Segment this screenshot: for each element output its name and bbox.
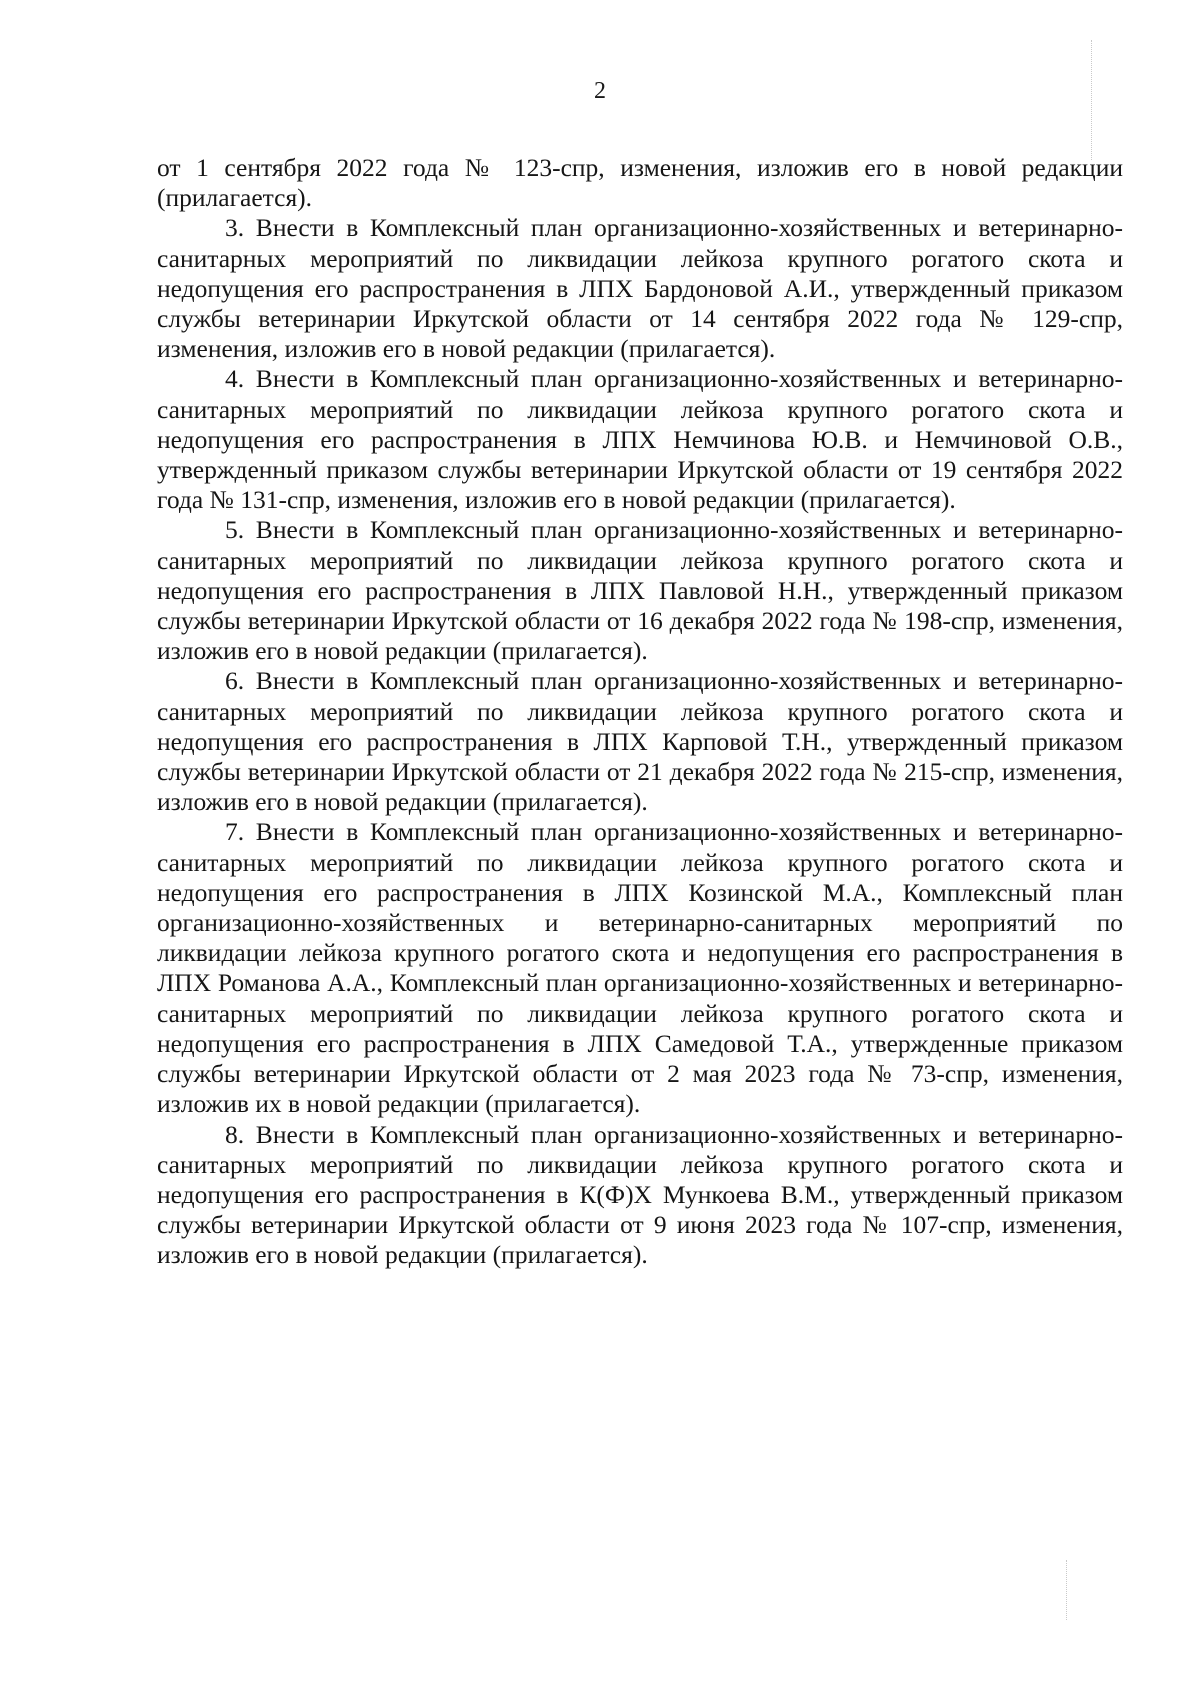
paragraph-item-3: 3. Внести в Комплексный план организационно-хозяйственных и ветеринарно-санитарных мероприятий по ликвидации лейкоза крупного рогатого скота и недопущения его распространения в ЛПХ Бардоновой А.И., утвержденный приказом службы ветеринарии Иркутской области от 14 сентября 2022 года № 129-спр, изменения, изложив его в новой редакции (прилагается). <box>157 213 1123 364</box>
document-body <box>157 153 1123 1271</box>
paragraph-item-4: 4. Внести в Комплексный план организационно-хозяйственных и ветеринарно-санитарных мероприятий по ликвидации лейкоза крупного рогатого скота и недопущения его распространения в ЛПХ Немчинова Ю.В. и Немчиновой О.В., утвержденный приказом службы ветеринарии Иркутской области от 19 сентября 2022 года № 131-спр, изменения, изложив его в новой редакции (прилагается). <box>157 364 1123 515</box>
paragraph-item-8: 8. Внести в Комплексный план организационно-хозяйственных и ветеринарно-санитарных мероприятий по ликвидации лейкоза крупного рогатого скота и недопущения его распространения в К(Ф)Х Мункоева В.М., утвержденный приказом службы ветеринарии Иркутской области от 9 июня 2023 года № 107-спр, изменения, изложив его в новой редакции (прилагается). <box>157 1119 1123 1270</box>
scan-edge-mark-bottom <box>1066 1560 1068 1620</box>
paragraph-item-7: 7. Внести в Комплексный план организационно-хозяйственных и ветеринарно-санитарных мероприятий по ликвидации лейкоза крупного рогатого скота и недопущения его распространения в ЛПХ Козинской М.А., Комплексный план организационно-хозяйственных и ветеринарно-санитарных мероприятий по ликвидации лейкоза крупного рогатого скота и недопущения его распространения в ЛПХ Романова А.А., Комплексный план организационно-хозяйственных и ветеринарно-санитарных мероприятий по ликвидации лейкоза крупного рогатого скота и недопущения его распространения в ЛПХ Самедовой Т.А., утвержденные приказом службы ветеринарии Иркутской области от 2 мая 2023 года № 73-спр, изменения, изложив их в новой редакции (прилагается). <box>157 817 1123 1119</box>
paragraph-item-6: 6. Внести в Комплексный план организационно-хозяйственных и ветеринарно-санитарных мероприятий по ликвидации лейкоза крупного рогатого скота и недопущения его распространения в ЛПХ Карповой Т.Н., утвержденный приказом службы ветеринарии Иркутской области от 21 декабря 2022 года № 215-спр, изменения, изложив его в новой редакции (прилагается). <box>157 666 1123 817</box>
paragraph-continuation: от 1 сентября 2022 года № 123-спр, изменения, изложив его в новой редакции (прилагается). <box>157 153 1123 213</box>
page-number: 2 <box>594 78 606 104</box>
paragraph-item-5: 5. Внести в Комплексный план организационно-хозяйственных и ветеринарно-санитарных мероприятий по ликвидации лейкоза крупного рогатого скота и недопущения его распространения в ЛПХ Павловой Н.Н., утвержденный приказом службы ветеринарии Иркутской области от 16 декабря 2022 года № 198-спр, изменения, изложив его в новой редакции (прилагается). <box>157 515 1123 666</box>
